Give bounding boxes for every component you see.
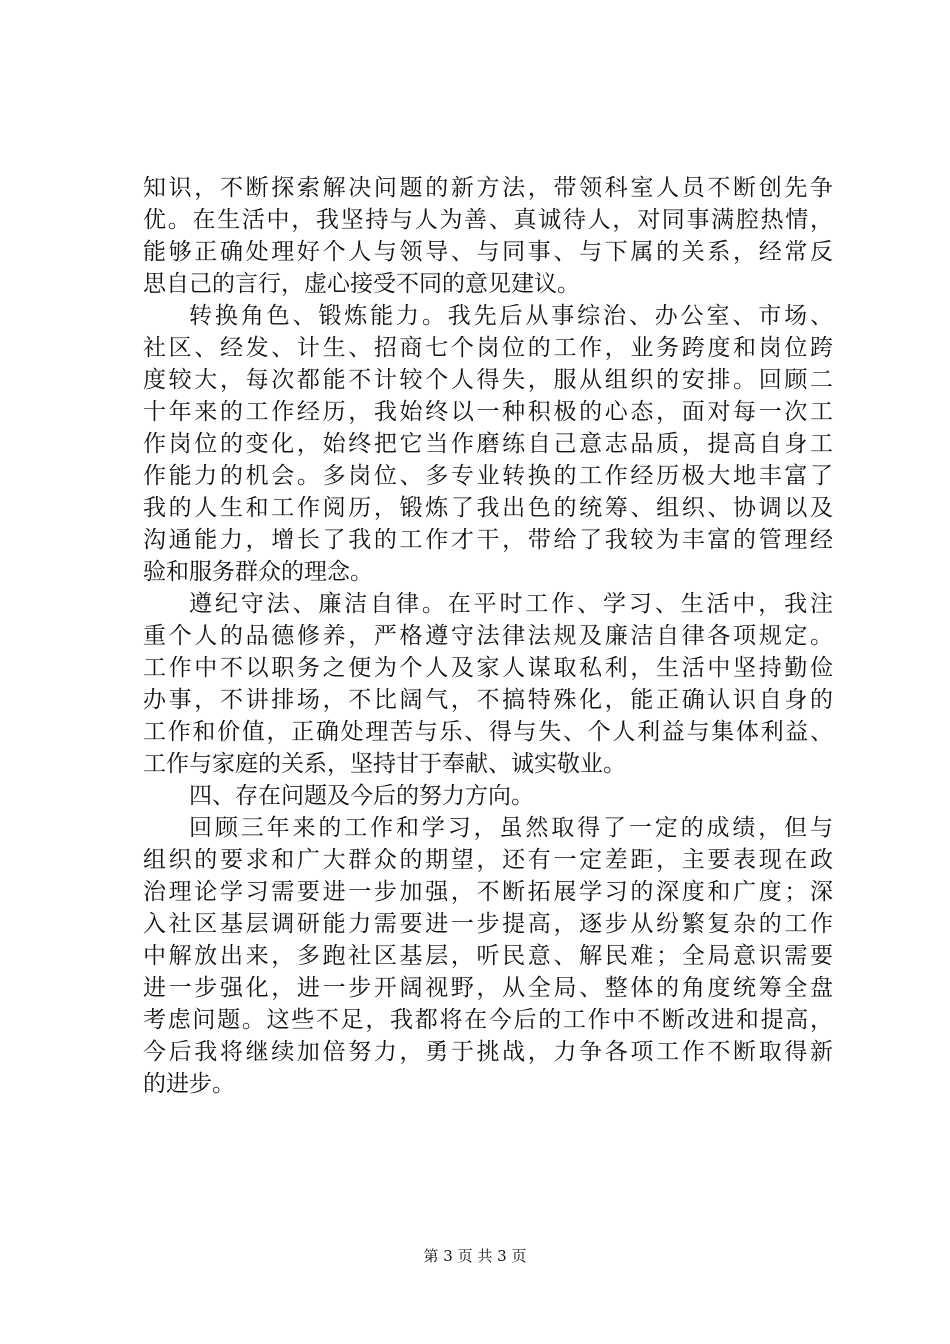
text-line: 知识，不断探索解决问题的新方法，带领科室人员不断创先争 (143, 175, 833, 201)
text-line: 作岗位的变化，始终把它当作磨练自己意志品质，提高自身工 (143, 431, 833, 457)
text-line: 工作与家庭的关系，坚持甘于奉献、诚实敬业。 (143, 751, 626, 777)
text-line: 的进步。 (143, 1071, 235, 1097)
text-line: 沟通能力，增长了我的工作才干，带给了我较为丰富的管理经 (143, 527, 833, 553)
text-line: 进一步强化，进一步开阔视野，从全局、整体的角度统筹全盘 (143, 975, 833, 1001)
paragraph (143, 588, 833, 780)
text-line: 办事，不讲排场，不比阔气，不搞特殊化，能正确认识自身的 (143, 687, 833, 713)
text-line: 四、存在问题及今后的努力方向。 (189, 783, 534, 809)
text-line: 转换角色、锻炼能力。我先后从事综治、办公室、市场、 (189, 303, 833, 329)
text-line: 工作中不以职务之便为个人及家人谋取私利，生活中坚持勤俭 (143, 655, 833, 681)
text-line: 作能力的机会。多岗位、多专业转换的工作经历极大地丰富了 (143, 463, 833, 489)
paragraph (143, 172, 833, 300)
text-line: 我的人生和工作阅历，锻炼了我出色的统筹、组织、协调以及 (143, 495, 833, 521)
page-footer (0, 1246, 950, 1266)
text-line: 考虑问题。这些不足，我都将在今后的工作中不断改进和提高， (143, 1007, 833, 1033)
text-line: 工作和价值，正确处理苦与乐、得与失、个人利益与集体利益、 (143, 719, 833, 745)
text-line: 优。在生活中，我坚持与人为善、真诚待人，对同事满腔热情， (143, 207, 833, 233)
paragraph (143, 780, 833, 812)
document-body (143, 172, 833, 1100)
text-line: 十年来的工作经历，我始终以一种积极的心态，面对每一次工 (143, 399, 833, 425)
text-line: 重个人的品德修养，严格遵守法律法规及廉洁自律各项规定。 (143, 623, 833, 649)
text-line: 验和服务群众的理念。 (143, 559, 373, 585)
text-line: 治理论学习需要进一步加强，不断拓展学习的深度和广度；深 (143, 879, 833, 905)
text-line: 思自己的言行，虚心接受不同的意见建议。 (143, 271, 580, 297)
text-line: 入社区基层调研能力需要进一步提高，逐步从纷繁复杂的工作 (143, 911, 833, 937)
paragraph (143, 300, 833, 588)
text-line: 遵纪守法、廉洁自律。在平时工作、学习、生活中，我注 (189, 591, 833, 617)
text-line: 中解放出来，多跑社区基层，听民意、解民难；全局意识需要 (143, 943, 833, 969)
text-line: 今后我将继续加倍努力，勇于挑战，力争各项工作不断取得新 (143, 1039, 833, 1065)
text-line: 度较大，每次都能不计较个人得失，服从组织的安排。回顾二 (143, 367, 833, 393)
page-number-label: 第 3 页 共 3 页 (423, 1247, 527, 1265)
text-line: 回顾三年来的工作和学习，虽然取得了一定的成绩，但与 (189, 815, 833, 841)
text-line: 组织的要求和广大群众的期望，还有一定差距，主要表现在政 (143, 847, 833, 873)
text-line: 能够正确处理好个人与领导、与同事、与下属的关系，经常反 (143, 239, 833, 265)
text-line: 社区、经发、计生、招商七个岗位的工作，业务跨度和岗位跨 (143, 335, 833, 361)
paragraph (143, 812, 833, 1100)
